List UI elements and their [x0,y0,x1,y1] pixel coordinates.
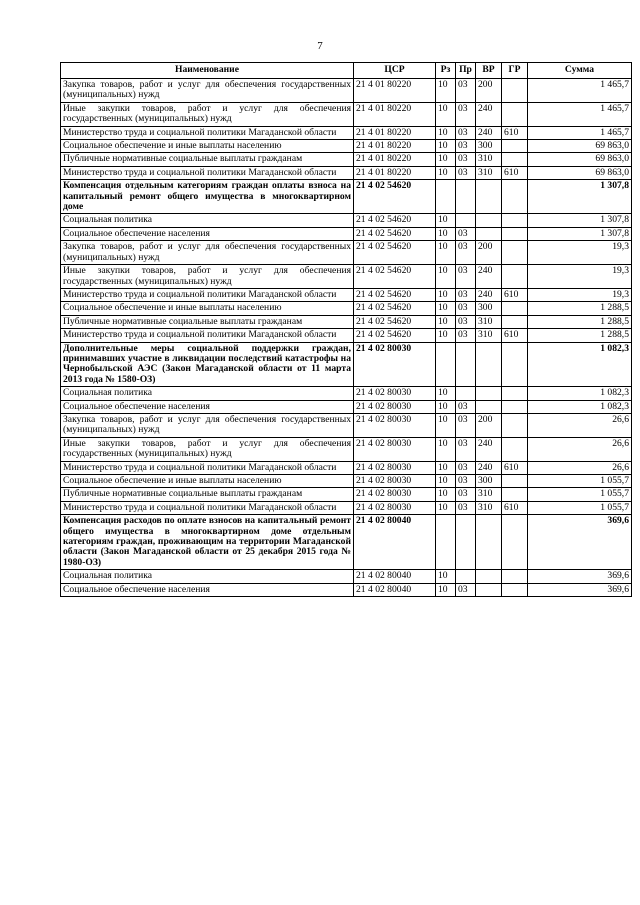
cell-name: Социальное обеспечение и иные выплаты населению [61,140,354,153]
table-row [61,140,632,153]
cell-csr: 21 4 02 54620 [354,180,436,214]
cell-name: Закупка товаров, работ и услуг для обеспечения государственных (муниципальных) нужд [61,79,354,103]
cell-vr: 300 [476,475,502,488]
cell-name: Закупка товаров, работ и услуг для обеспечения государственных (муниципальных) нужд [61,413,354,437]
cell-gr [502,413,528,437]
table-row [61,329,632,342]
table-row [61,166,632,179]
cell-sum: 26,6 [528,437,632,461]
cell-pr: 03 [456,461,476,474]
cell-csr: 21 4 02 54620 [354,315,436,328]
cell-name: Публичные нормативные социальные выплаты гражданам [61,315,354,328]
cell-gr: 610 [502,501,528,514]
cell-vr: 240 [476,102,502,126]
table-row [61,437,632,461]
cell-pr: 03 [456,166,476,179]
cell-sum: 1 055,7 [528,475,632,488]
cell-pr: 03 [456,140,476,153]
cell-rz: 10 [436,227,456,240]
table-row [61,583,632,596]
cell-sum: 19,3 [528,241,632,265]
header-vr: ВР [476,63,502,79]
cell-rz: 10 [436,329,456,342]
cell-sum: 1 288,5 [528,329,632,342]
cell-gr [502,315,528,328]
cell-gr [502,227,528,240]
cell-gr [502,570,528,583]
table-row [61,79,632,103]
cell-pr: 03 [456,227,476,240]
cell-name: Социальное обеспечение населения [61,227,354,240]
table-row [61,413,632,437]
cell-sum: 26,6 [528,413,632,437]
cell-csr: 21 4 02 80040 [354,515,436,570]
cell-rz: 10 [436,302,456,315]
cell-sum: 1 082,3 [528,342,632,387]
header-pr: Пр [456,63,476,79]
cell-name: Социальная политика [61,570,354,583]
page-number: 7 [317,40,323,52]
cell-gr [502,400,528,413]
header-row [61,63,632,79]
cell-vr: 310 [476,153,502,166]
cell-gr [502,214,528,227]
cell-rz: 10 [436,400,456,413]
cell-gr [502,342,528,387]
cell-rz: 10 [436,214,456,227]
cell-vr [476,400,502,413]
cell-vr [476,387,502,400]
cell-pr: 03 [456,153,476,166]
cell-pr: 03 [456,400,476,413]
cell-sum: 1 465,7 [528,102,632,126]
cell-rz: 10 [436,315,456,328]
cell-vr: 310 [476,166,502,179]
cell-csr: 21 4 02 80030 [354,501,436,514]
cell-name: Министерство труда и социальной политики Магаданской области [61,126,354,139]
cell-csr: 21 4 02 80040 [354,583,436,596]
cell-rz [436,515,456,570]
cell-rz: 10 [436,475,456,488]
cell-gr [502,488,528,501]
cell-rz: 10 [436,153,456,166]
header-gr: ГР [502,63,528,79]
table-row [61,400,632,413]
table-row [61,475,632,488]
cell-sum: 69 863,0 [528,153,632,166]
table-row [61,153,632,166]
cell-pr: 03 [456,315,476,328]
cell-csr: 21 4 02 54620 [354,288,436,301]
table-row [61,227,632,240]
cell-vr: 240 [476,126,502,139]
cell-name: Иные закупки товаров, работ и услуг для обеспечения государственных (муниципальных) нужд [61,265,354,289]
cell-vr [476,180,502,214]
cell-pr: 03 [456,413,476,437]
cell-csr: 21 4 01 80220 [354,140,436,153]
cell-sum: 1 465,7 [528,79,632,103]
cell-csr: 21 4 02 80040 [354,570,436,583]
cell-vr: 310 [476,501,502,514]
cell-sum: 26,6 [528,461,632,474]
cell-vr [476,342,502,387]
cell-pr: 03 [456,288,476,301]
cell-gr: 610 [502,329,528,342]
cell-name: Социальная политика [61,387,354,400]
cell-sum: 1 082,3 [528,387,632,400]
table-body [61,79,632,597]
table-row [61,302,632,315]
cell-pr: 03 [456,265,476,289]
cell-gr [502,153,528,166]
cell-vr: 300 [476,302,502,315]
table-row [61,288,632,301]
cell-gr [502,265,528,289]
cell-rz: 10 [436,102,456,126]
cell-csr: 21 4 02 80030 [354,488,436,501]
cell-sum: 1 307,8 [528,227,632,240]
cell-gr [502,583,528,596]
cell-name: Социальное обеспечение и иные выплаты населению [61,475,354,488]
cell-pr: 03 [456,583,476,596]
cell-pr [456,214,476,227]
cell-gr [502,302,528,315]
budget-table [60,62,632,597]
cell-sum: 69 863,0 [528,140,632,153]
cell-vr: 240 [476,461,502,474]
cell-csr: 21 4 01 80220 [354,102,436,126]
cell-rz: 10 [436,79,456,103]
cell-csr: 21 4 02 80030 [354,342,436,387]
cell-vr: 310 [476,315,502,328]
cell-name: Иные закупки товаров, работ и услуг для обеспечения государственных (муниципальных) нужд [61,102,354,126]
table-row [61,180,632,214]
cell-pr: 03 [456,79,476,103]
cell-vr: 200 [476,79,502,103]
cell-csr: 21 4 02 80030 [354,461,436,474]
cell-name: Иные закупки товаров, работ и услуг для обеспечения государственных (муниципальных) нужд [61,437,354,461]
cell-pr [456,570,476,583]
cell-sum: 69 863,0 [528,166,632,179]
cell-csr: 21 4 01 80220 [354,166,436,179]
cell-pr [456,515,476,570]
cell-vr [476,227,502,240]
cell-csr: 21 4 02 80030 [354,400,436,413]
cell-pr: 03 [456,488,476,501]
cell-csr: 21 4 02 54620 [354,227,436,240]
cell-csr: 21 4 02 54620 [354,329,436,342]
cell-pr: 03 [456,302,476,315]
table-row [61,515,632,570]
cell-vr: 240 [476,437,502,461]
cell-gr: 610 [502,126,528,139]
cell-rz: 10 [436,265,456,289]
table-row [61,214,632,227]
cell-name: Социальное обеспечение населения [61,583,354,596]
cell-pr: 03 [456,126,476,139]
cell-gr [502,475,528,488]
table-row [61,126,632,139]
cell-gr: 610 [502,166,528,179]
table-row [61,488,632,501]
cell-name: Компенсация расходов по оплате взносов на капитальный ремонт общего имущества в многоквартирном доме отдельным категориям граждан, проживающим на территории Магаданской области (Закон Магаданской области от 25 декабря 2015 года № 1980-ОЗ) [61,515,354,570]
cell-gr [502,437,528,461]
cell-gr: 610 [502,288,528,301]
cell-sum: 1 288,5 [528,315,632,328]
cell-name: Министерство труда и социальной политики Магаданской области [61,501,354,514]
cell-sum: 1 307,8 [528,214,632,227]
cell-pr: 03 [456,475,476,488]
cell-vr: 310 [476,329,502,342]
cell-vr: 200 [476,241,502,265]
cell-name: Министерство труда и социальной политики Магаданской области [61,329,354,342]
cell-pr: 03 [456,329,476,342]
cell-sum: 1 055,7 [528,501,632,514]
cell-rz: 10 [436,288,456,301]
cell-csr: 21 4 02 54620 [354,214,436,227]
cell-rz: 10 [436,387,456,400]
cell-gr [502,180,528,214]
table-row [61,570,632,583]
cell-csr: 21 4 01 80220 [354,153,436,166]
table-row [61,102,632,126]
cell-sum: 369,6 [528,570,632,583]
cell-sum: 369,6 [528,515,632,570]
cell-name: Закупка товаров, работ и услуг для обеспечения государственных (муниципальных) нужд [61,241,354,265]
cell-rz: 10 [436,241,456,265]
table-row [61,265,632,289]
cell-rz [436,180,456,214]
cell-rz: 10 [436,140,456,153]
cell-name: Социальное обеспечение и иные выплаты населению [61,302,354,315]
table-row [61,315,632,328]
cell-name: Дополнительные меры социальной поддержки граждан, принимавших участие в ликвидации последствий катастрофы на Чернобыльской АЭС (Закон Магаданской области от 11 марта 2013 года № 1580-ОЗ) [61,342,354,387]
table-row [61,501,632,514]
cell-name: Социальная политика [61,214,354,227]
table-row [61,241,632,265]
cell-vr: 310 [476,488,502,501]
cell-vr [476,515,502,570]
cell-pr: 03 [456,437,476,461]
cell-rz: 10 [436,501,456,514]
cell-gr [502,140,528,153]
cell-sum: 1 465,7 [528,126,632,139]
cell-vr [476,583,502,596]
cell-csr: 21 4 02 54620 [354,302,436,315]
table-row [61,387,632,400]
cell-csr: 21 4 02 54620 [354,265,436,289]
cell-csr: 21 4 01 80220 [354,126,436,139]
cell-sum: 1 307,8 [528,180,632,214]
cell-csr: 21 4 02 80030 [354,413,436,437]
cell-name: Социальное обеспечение населения [61,400,354,413]
header-csr: ЦСР [354,63,436,79]
cell-name: Публичные нормативные социальные выплаты гражданам [61,153,354,166]
table-header [61,63,632,79]
cell-pr: 03 [456,241,476,265]
cell-gr [502,102,528,126]
cell-vr [476,214,502,227]
cell-rz: 10 [436,437,456,461]
cell-rz: 10 [436,583,456,596]
cell-vr: 200 [476,413,502,437]
cell-sum: 1 288,5 [528,302,632,315]
cell-pr [456,180,476,214]
cell-gr: 610 [502,461,528,474]
cell-name: Министерство труда и социальной политики Магаданской области [61,461,354,474]
cell-name: Компенсация отдельным категориям граждан оплаты взноса на капитальный ремонт общего имущества в многоквартирном доме [61,180,354,214]
cell-sum: 19,3 [528,288,632,301]
cell-name: Министерство труда и социальной политики Магаданской области [61,166,354,179]
cell-csr: 21 4 02 54620 [354,241,436,265]
cell-sum: 1 055,7 [528,488,632,501]
cell-rz: 10 [436,166,456,179]
cell-sum: 19,3 [528,265,632,289]
cell-pr [456,342,476,387]
cell-gr [502,387,528,400]
cell-rz: 10 [436,413,456,437]
cell-sum: 1 082,3 [528,400,632,413]
cell-rz: 10 [436,126,456,139]
cell-csr: 21 4 02 80030 [354,387,436,400]
cell-gr [502,241,528,265]
cell-name: Публичные нормативные социальные выплаты гражданам [61,488,354,501]
cell-gr [502,79,528,103]
header-name: Наименование [61,63,354,79]
cell-vr: 240 [476,288,502,301]
cell-pr: 03 [456,102,476,126]
cell-rz: 10 [436,570,456,583]
cell-rz: 10 [436,488,456,501]
cell-vr [476,570,502,583]
cell-vr: 240 [476,265,502,289]
cell-csr: 21 4 01 80220 [354,79,436,103]
table-row [61,461,632,474]
header-rz: Рз [436,63,456,79]
cell-rz [436,342,456,387]
cell-csr: 21 4 02 80030 [354,437,436,461]
cell-gr [502,515,528,570]
cell-pr [456,387,476,400]
cell-vr: 300 [476,140,502,153]
cell-sum: 369,6 [528,583,632,596]
table-row [61,342,632,387]
cell-csr: 21 4 02 80030 [354,475,436,488]
cell-name: Министерство труда и социальной политики Магаданской области [61,288,354,301]
header-sum: Сумма [528,63,632,79]
cell-pr: 03 [456,501,476,514]
cell-rz: 10 [436,461,456,474]
